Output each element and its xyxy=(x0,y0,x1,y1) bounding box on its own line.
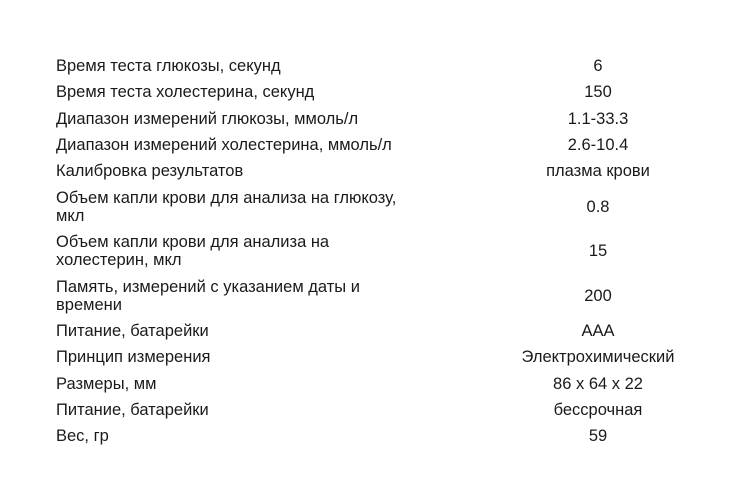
spec-name: Объем капли крови для анализа на холестерин, мкл xyxy=(56,233,330,270)
spec-row xyxy=(56,371,706,397)
spec-row xyxy=(56,132,706,158)
spec-value: 6 xyxy=(593,57,603,76)
spec-row xyxy=(56,158,706,184)
spec-value: 0.8 xyxy=(586,197,610,216)
spec-value: Электрохимический xyxy=(521,348,675,367)
spec-row xyxy=(56,106,706,132)
spec-name: Принцип измерения xyxy=(56,348,211,367)
spec-row xyxy=(56,229,706,274)
spec-value: 15 xyxy=(588,242,608,261)
spec-name: Память, измерений с указанием даты и времени xyxy=(56,277,360,314)
spec-name: Питание, батарейки xyxy=(56,401,209,420)
spec-row xyxy=(56,273,706,318)
spec-name: Размеры, мм xyxy=(56,374,157,393)
spec-value: AAA xyxy=(581,322,615,341)
spec-value: 200 xyxy=(584,286,612,305)
spec-value: 86 x 64 x 22 xyxy=(553,374,643,393)
spec-row xyxy=(56,397,706,423)
spec-name: Калибровка результатов xyxy=(56,162,244,181)
spec-name: Вес, гр xyxy=(56,427,109,446)
spec-value: 150 xyxy=(584,83,612,102)
spec-name: Диапазон измерений холестерина, ммоль/л xyxy=(56,136,392,155)
spec-row xyxy=(56,423,706,449)
spec-value: 59 xyxy=(588,427,608,446)
spec-row xyxy=(56,318,706,344)
specifications-table xyxy=(56,53,706,449)
spec-value: бессрочная xyxy=(553,401,643,420)
spec-row xyxy=(56,184,706,229)
spec-name: Диапазон измерений глюкозы, ммоль/л xyxy=(56,109,359,128)
specifications-body xyxy=(56,53,706,449)
spec-row xyxy=(56,53,706,79)
spec-name: Время теста глюкозы, секунд xyxy=(56,57,281,76)
spec-row xyxy=(56,79,706,105)
spec-value: плазма крови xyxy=(546,162,650,181)
spec-row xyxy=(56,344,706,370)
spec-value: 2.6-10.4 xyxy=(567,136,629,155)
spec-value: 1.1-33.3 xyxy=(567,109,629,128)
spec-name: Питание, батарейки xyxy=(56,322,209,341)
spec-name: Время теста холестерина, секунд xyxy=(56,83,315,102)
spec-name: Объем капли крови для анализа на глюкозу, мкл xyxy=(56,188,397,225)
